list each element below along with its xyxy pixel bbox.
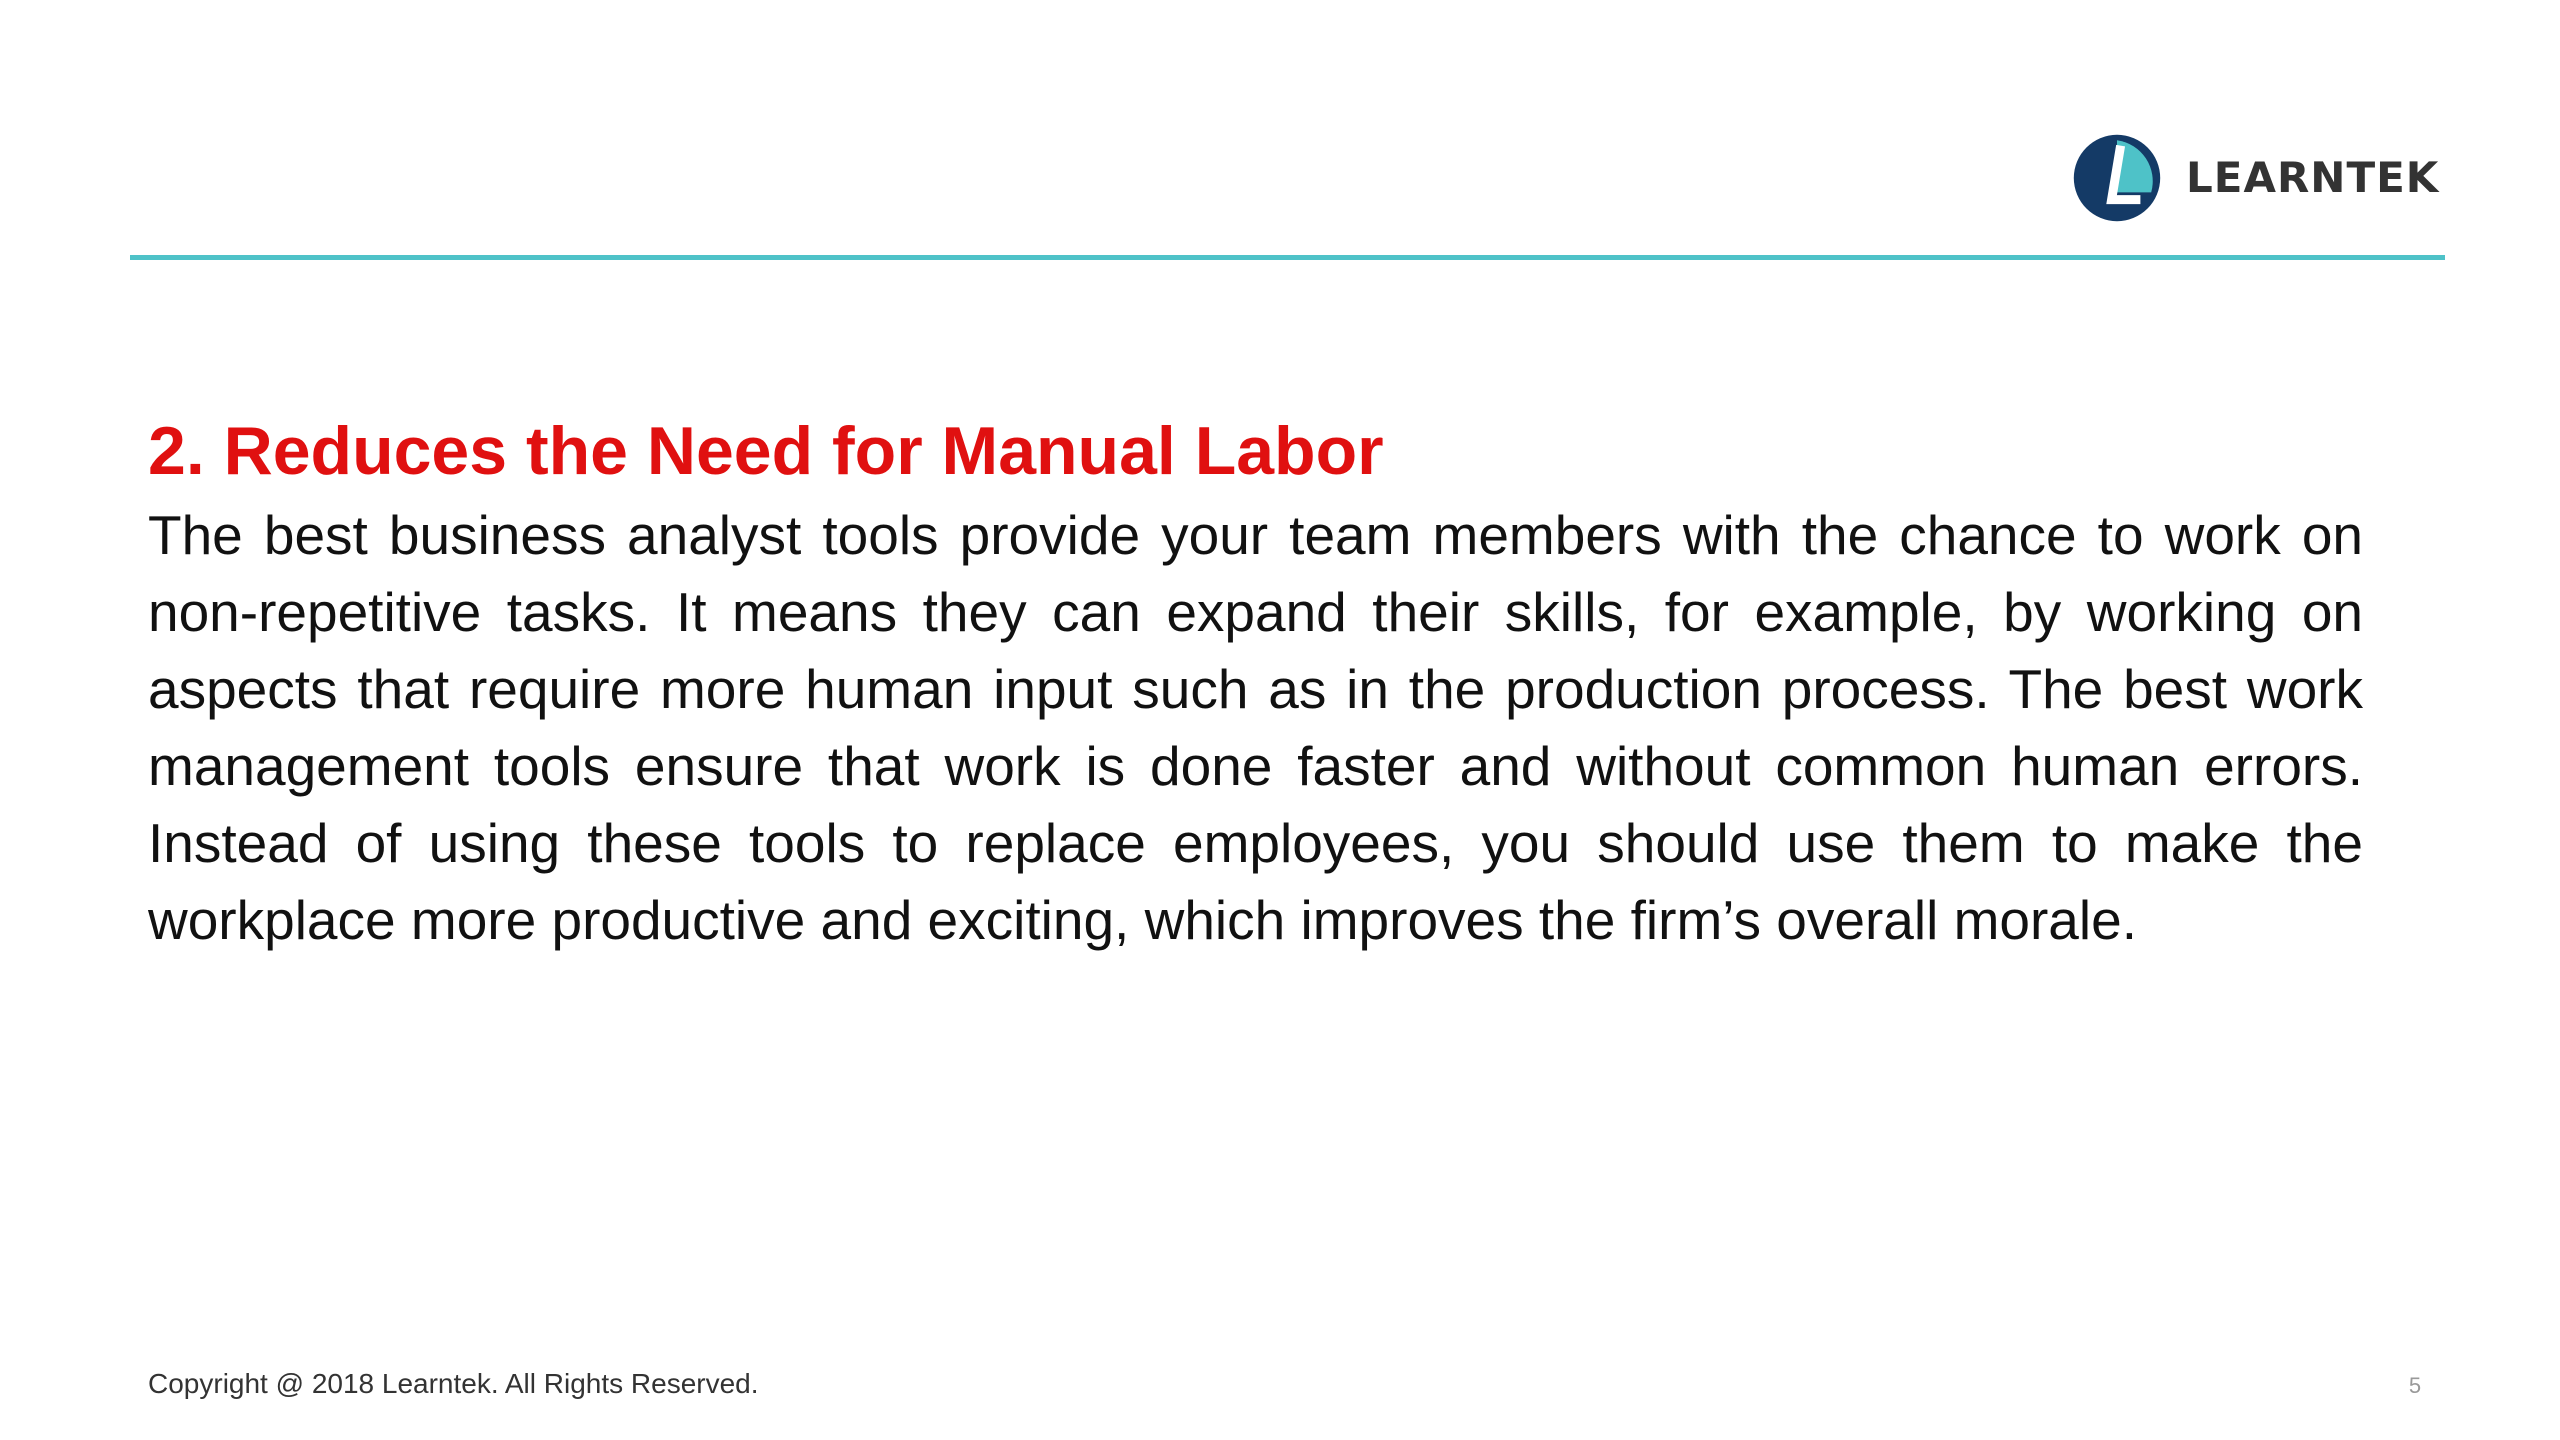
slide-heading: 2. Reduces the Need for Manual Labor — [148, 413, 1384, 489]
learntek-logo — [2072, 133, 2439, 223]
copyright-notice: Copyright @ 2018 Learntek. All Rights Reserved. — [148, 1368, 759, 1399]
slide-body-text: The best business analyst tools provide your team members with the chance to work on non-repetitive tasks. It means they can expand their skills, for example, by working on aspects that require more human input such as in the production process. The best work management tools ensure that work is done faster and without common human errors. Instead of using these tools to replace employees, you should use them to make the workplace more productive and exciting, which improves the firm’s overall morale. — [148, 504, 2363, 951]
header-divider — [130, 255, 2445, 260]
page-number: 5 — [2408, 1373, 2422, 1398]
learntek-logo-mark-icon — [2072, 133, 2162, 223]
logo-wordmark: LEARNTEK — [2186, 153, 2440, 202]
